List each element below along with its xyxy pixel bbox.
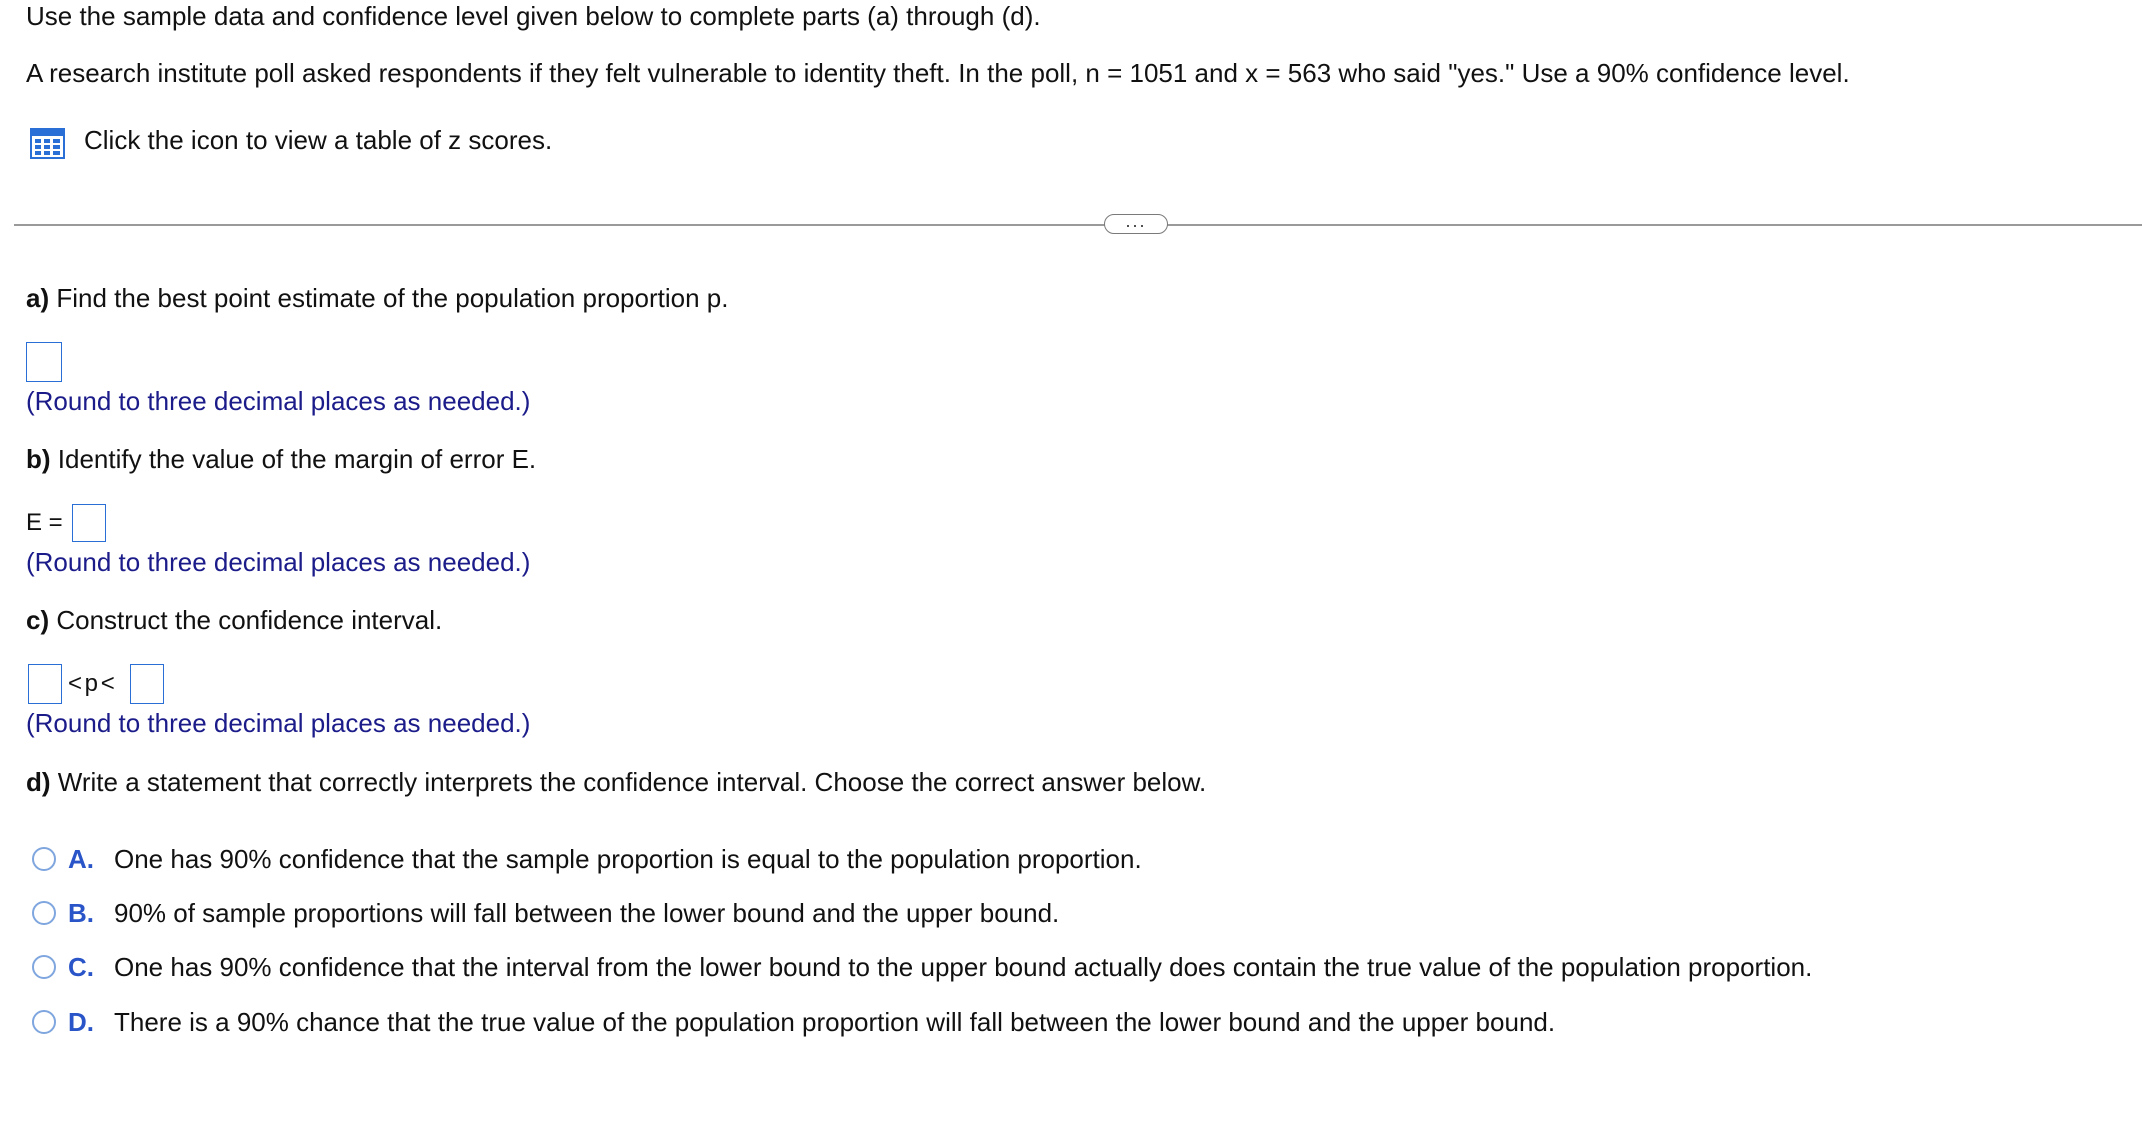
option-a-radio[interactable]: [32, 847, 56, 871]
part-a-text: Find the best point estimate of the population proportion p.: [56, 283, 729, 313]
expand-button[interactable]: ...: [1104, 214, 1168, 234]
option-b-letter: B.: [68, 898, 94, 928]
part-d-text: Write a statement that correctly interprets the confidence interval. Choose the correct answer below.: [57, 767, 1207, 797]
table-grid-icon[interactable]: [30, 128, 65, 159]
point-estimate-input[interactable]: [26, 342, 62, 382]
part-a-question: [26, 282, 728, 314]
option-a-letter: A.: [68, 844, 94, 874]
section-divider: [14, 224, 2142, 226]
part-b-question: [26, 443, 536, 475]
part-b-text: Identify the value of the margin of error E.: [57, 444, 537, 474]
part-c-question: [26, 604, 442, 636]
option-c-radio[interactable]: [32, 955, 56, 979]
option-d-text: There is a 90% chance that the true value of the population proportion will fall between the lower bound and the upper bound.: [114, 1007, 1556, 1037]
part-a-label: a): [26, 283, 50, 313]
option-d-letter: D.: [68, 1007, 94, 1037]
margin-error-input[interactable]: [72, 504, 106, 542]
part-d-question: [26, 766, 1206, 798]
option-a-text: One has 90% confidence that the sample proportion is equal to the population proportion.: [114, 844, 1142, 874]
instructions-text: Use the sample data and confidence level given below to complete parts (a) through (d).: [26, 1, 1041, 31]
part-b-label: b): [26, 444, 51, 474]
part-c-label: c): [26, 605, 50, 635]
part-b-hint: (Round to three decimal places as needed.): [26, 547, 531, 577]
part-d-label: d): [26, 767, 51, 797]
option-b-radio[interactable]: [32, 901, 56, 925]
part-c-hint: (Round to three decimal places as needed.): [26, 708, 531, 738]
option-b-text: 90% of sample proportions will fall between the lower bound and the upper bound.: [114, 898, 1060, 928]
z-table-link[interactable]: Click the icon to view a table of z scores.: [84, 125, 553, 155]
interval-inequality: < p <: [68, 670, 115, 697]
option-c-letter: C.: [68, 952, 94, 982]
lower-bound-input[interactable]: [28, 664, 62, 704]
upper-bound-input[interactable]: [130, 664, 164, 704]
part-a-hint: (Round to three decimal places as needed.): [26, 386, 531, 416]
problem-statement: A research institute poll asked respondents if they felt vulnerable to identity theft. In the poll, n = 1051 and x = 563 who said "yes." Use a 90% confidence level.: [26, 58, 1850, 88]
margin-error-prefix: E =: [26, 509, 63, 536]
option-c-text: One has 90% confidence that the interval from the lower bound to the upper bound actually does contain the true value of the population proportion.: [114, 952, 1813, 982]
option-d-radio[interactable]: [32, 1010, 56, 1034]
part-c-text: Construct the confidence interval.: [56, 605, 443, 635]
